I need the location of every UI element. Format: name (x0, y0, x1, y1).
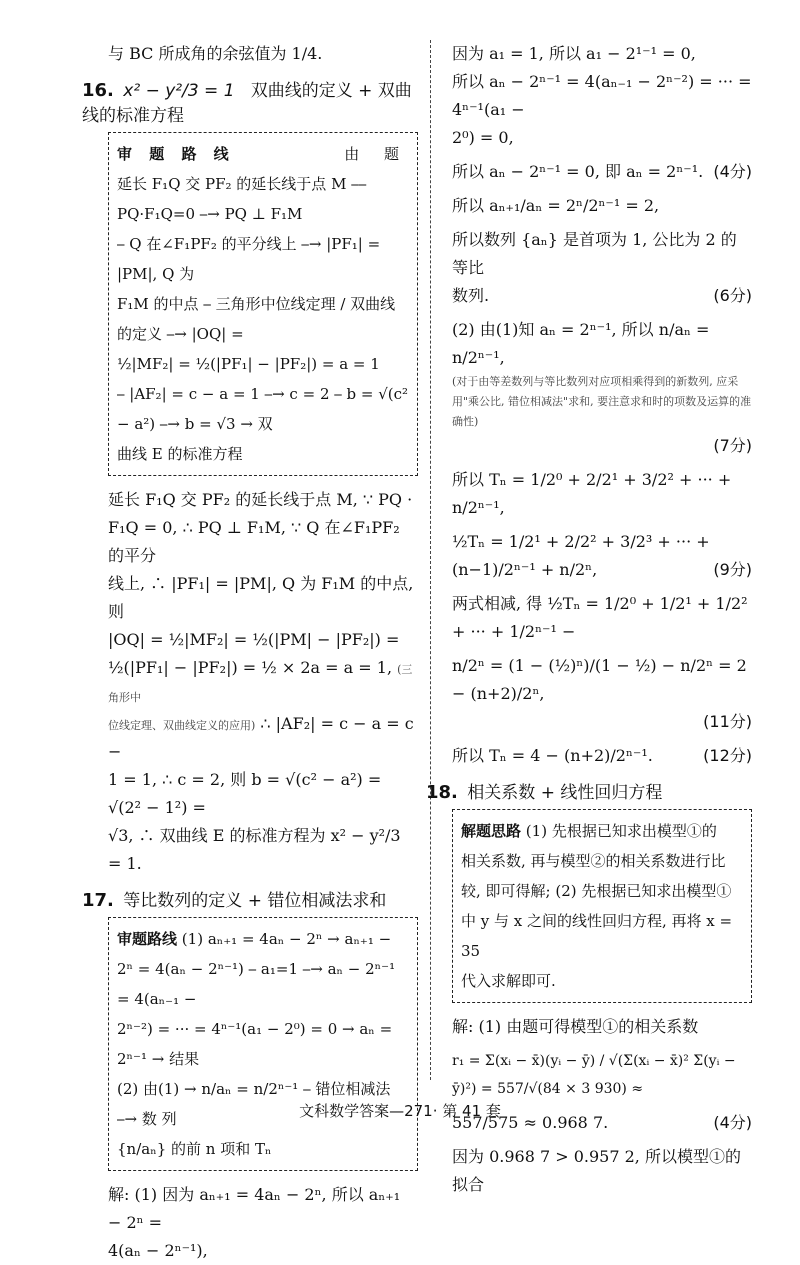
solution-line: 1 = 1, ∴ c = 2, 则 b = √(c² − a²) = √(2² − 1²) = (108, 770, 382, 817)
score: (11分) (703, 712, 752, 731)
right-column (426, 40, 752, 1199)
text-line: 两式相减, 得 ½Tₙ = 1/2⁰ + 1/2¹ + 1/2² + ··· + 1/2ⁿ⁻¹ − (452, 594, 748, 641)
score: (7分) (713, 436, 752, 455)
solution-line: F₁Q = 0, ∴ PQ ⊥ F₁M, ∵ Q 在∠F₁PF₂ 的平分 (108, 518, 400, 565)
page-footer: 文科数学答案—271· 第 41 套 (299, 1102, 501, 1120)
question-16-header (82, 76, 418, 126)
text-line: 数列. (6分) (452, 282, 752, 310)
solution-line: 因为 0.968 7 > 0.957 2, 所以模型①的拟合 (452, 1147, 741, 1194)
text-line: 所以 aₙ − 2ⁿ⁻¹ = 0, 即 aₙ = 2ⁿ⁻¹. (4分) (452, 158, 752, 186)
score: (4分) (713, 162, 752, 181)
topic: 等比数列的定义 + 错位相减法求和 (123, 891, 387, 911)
box-line: 较, 即可得解; (2) 先根据已知求出模型① (461, 882, 732, 900)
solution-line: 4(aₙ − 2ⁿ⁻¹), (108, 1241, 208, 1260)
question-number: 17. (82, 890, 114, 911)
question-number: 18. (426, 782, 458, 803)
column-divider (430, 40, 431, 1080)
score: (12分) (703, 746, 752, 765)
review-route-box (108, 132, 418, 476)
text-line: 所以 Tₙ = 4 − (n+2)/2ⁿ⁻¹. (12分) (452, 742, 752, 770)
question-18-header (426, 778, 752, 803)
text-line: (2) 由(1)知 aₙ = 2ⁿ⁻¹, 所以 n/aₙ = n/2ⁿ⁻¹, (452, 320, 710, 367)
solution-line: 解: (1) 因为 aₙ₊₁ = 4aₙ − 2ⁿ, 所以 aₙ₊₁ − 2ⁿ = (108, 1185, 401, 1232)
solution-line: 线上, ∴ |PF₁| = |PM|, Q 为 F₁M 的中点, 则 (108, 574, 414, 621)
box-line: 解题思路 (1) 先根据已知求出模型①的 (461, 822, 717, 840)
review-route-box (108, 917, 418, 1171)
solution-approach-box (452, 809, 752, 1003)
box-line: 2ⁿ⁻²) = ··· = 4ⁿ⁻¹(a₁ − 2⁰) = 0 → aₙ = (117, 1020, 393, 1038)
answer: x² − y²/3 = 1 (123, 81, 235, 101)
solution-line: 解: (1) 由题可得模型①的相关系数 (452, 1017, 699, 1036)
box-title: 审 题 路 线 由 题 (117, 145, 409, 163)
note: (对于由等差数列与等比数列对应项相乘得到的新数列, 应采用"乘公比, 错位相减法"求和, 要注意求和时的项数及运算的准确性) (452, 375, 752, 428)
text-line: n/2ⁿ = (1 − (½)ⁿ)/(1 − ½) − n/2ⁿ = 2 − (n+2)/2ⁿ, (452, 656, 747, 703)
left-column (82, 40, 418, 1265)
question-number: 16. (82, 80, 114, 101)
box-line: F₁M 的中点 ⎯ 三角形中位线定理 / 双曲线的定义 ⎯→ |OQ| = (117, 295, 396, 343)
topic: 相关系数 + 线性回归方程 (467, 783, 663, 803)
box-line: 代入求解即可. (461, 972, 556, 990)
text-line (452, 432, 752, 460)
text-line: 2⁰) = 0, (452, 128, 514, 147)
text-line: 所以 aₙ₊₁/aₙ = 2ⁿ/2ⁿ⁻¹ = 2, (452, 196, 660, 215)
topic: 双曲线的定义 + 双曲线的标准方程 (82, 81, 412, 126)
box-line: (2) 由(1) → n/aₙ = n/2ⁿ⁻¹ ⎯ 错位相减法 ⎯→ 数 列 (117, 1080, 391, 1128)
text-line: 所以 Tₙ = 1/2⁰ + 2/2¹ + 3/2² + ··· + n/2ⁿ⁻¹, (452, 470, 732, 517)
box-line: ⎯ |AF₂| = c − a = 1 ⎯→ c = 2 ⎯ b = √(c² − a²) ⎯→ b = √3 → 双 (117, 385, 409, 433)
box-line: 中 y 与 x 之间的线性回归方程, 再将 x = 35 (461, 912, 733, 960)
solution-line: √3, ∴ 双曲线 E 的标准方程为 x² − y²/3 = 1. (108, 826, 401, 873)
solution-line: 位线定理、双曲线定义的应用) ∴ |AF₂| = c − a = c − (108, 714, 414, 761)
box-line: {n/aₙ} 的前 n 项和 Tₙ (117, 1140, 272, 1158)
box-line: ½|MF₂| = ½(|PF₁| − |PF₂|) = a = 1 (117, 355, 380, 373)
text-line (452, 708, 752, 736)
box-line: 审题路线 (1) aₙ₊₁ = 4aₙ − 2ⁿ → aₙ₊₁ − (117, 930, 392, 948)
box-line: ⎯ Q 在∠F₁PF₂ 的平分线上 ⎯→ |PF₁| = |PM|, Q 为 (117, 235, 381, 283)
box-line: 2ⁿ = 4(aₙ − 2ⁿ⁻¹) ⎯ a₁=1 ⎯→ aₙ − 2ⁿ⁻¹ = 4(aₙ₋₁ − (117, 960, 396, 1008)
text-line: ½Tₙ = 1/2¹ + 2/2² + 3/2³ + ··· + (n−1)/2ⁿ⁻¹ + n/2ⁿ, (9分) (452, 528, 752, 584)
box-line: 相关系数, 再与模型②的相关系数进行比 (461, 852, 726, 870)
score: (6分) (713, 286, 752, 305)
score: (9分) (713, 560, 752, 579)
solution-line: |OQ| = ½|MF₂| = ½(|PM| − |PF₂|) = (108, 630, 400, 649)
box-title: 解题思路 (461, 822, 522, 840)
box-title: 审题路线 (117, 930, 178, 948)
text-line: 所以 aₙ − 2ⁿ⁻¹ = 4(aₙ₋₁ − 2ⁿ⁻²) = ··· = 4ⁿ⁻¹(a₁ − (452, 72, 752, 119)
note: 位线定理、双曲线定义的应用) (108, 719, 256, 732)
solution-line: ½(|PF₁| − |PF₂|) = ½ × 2a = a = 1, (三角形中 (108, 658, 413, 704)
note: (三角形中 (108, 663, 413, 704)
text-line: 因为 a₁ = 1, 所以 a₁ − 2¹⁻¹ = 0, (452, 44, 696, 63)
box-line: 延长 F₁Q 交 PF₂ 的延长线于点 M ⎯⎯ PQ·F₁Q=0 ⎯→ PQ ⊥ F₁M (117, 175, 367, 223)
score: (4分) (713, 1113, 752, 1132)
solution-line: 延长 F₁Q 交 PF₂ 的延长线于点 M, ∵ PQ · (108, 490, 413, 509)
box-line: 2ⁿ⁻¹ → 结果 (117, 1050, 200, 1068)
question-17-header (82, 886, 418, 911)
box-line: 曲线 E 的标准方程 (117, 445, 243, 463)
text-line: 所以数列 {aₙ} 是首项为 1, 公比为 2 的等比 (452, 230, 737, 277)
solution-line: 557/575 ≈ 0.968 7. (4分) (452, 1109, 752, 1137)
text-line: 与 BC 所成角的余弦值为 1/4. (108, 44, 323, 63)
formula: r₁ = Σ(xᵢ − x̄)(yᵢ − ȳ) / √(Σ(xᵢ − x̄)² Σ(yᵢ − ȳ)²) = 557/√(84 × 3 930) ≈ (452, 1053, 736, 1097)
